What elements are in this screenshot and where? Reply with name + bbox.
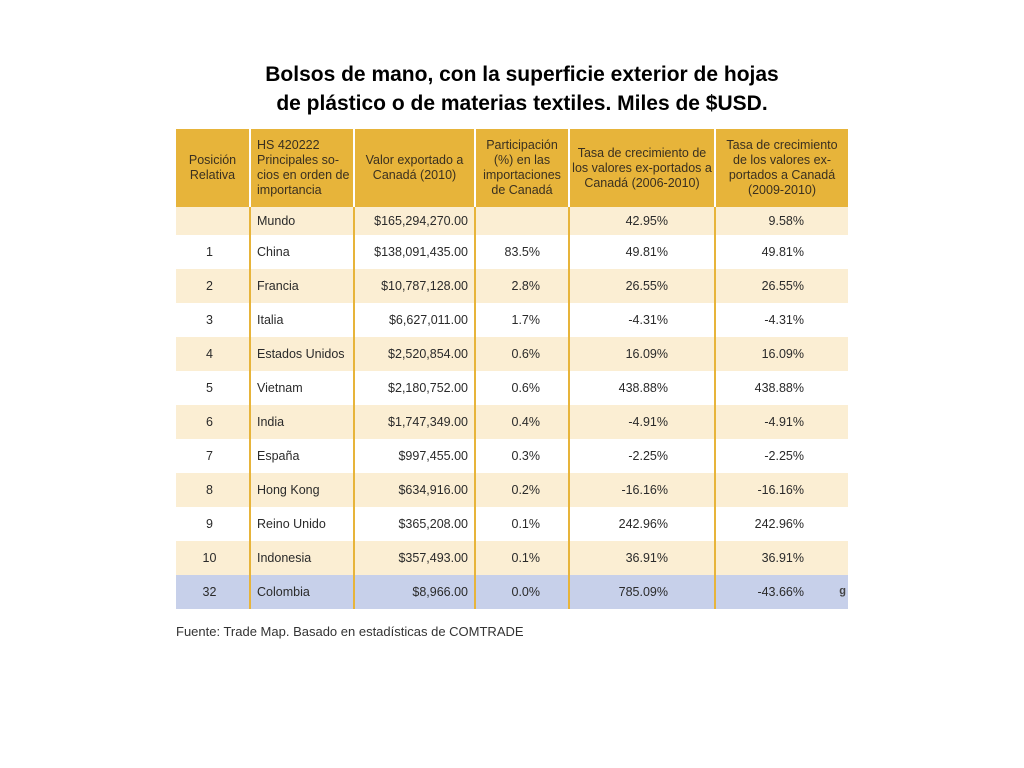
- cell-country: Vietnam: [250, 371, 354, 405]
- cell-position: 6: [176, 405, 250, 439]
- cell-growth-2006-2010: 242.96%: [569, 507, 715, 541]
- cell-country: Reino Unido: [250, 507, 354, 541]
- cell-growth-2006-2010: -4.31%: [569, 303, 715, 337]
- cell-country: Hong Kong: [250, 473, 354, 507]
- cell-value: $138,091,435.00: [354, 235, 475, 269]
- table-row: [176, 235, 848, 269]
- cell-country: China: [250, 235, 354, 269]
- table-row: [176, 337, 848, 371]
- table-row: [176, 371, 848, 405]
- cell-share: 0.3%: [475, 439, 569, 473]
- cell-growth-2006-2010: 785.09%: [569, 575, 715, 609]
- cell-position: 4: [176, 337, 250, 371]
- cell-position: 8: [176, 473, 250, 507]
- header-growth-2006-2010: Tasa de crecimiento de los valores ex-portados a Canadá (2006-2010): [569, 129, 715, 207]
- cell-share: 0.0%: [475, 575, 569, 609]
- page-title: [200, 60, 844, 118]
- cell-position: 3: [176, 303, 250, 337]
- cell-share: [475, 207, 569, 235]
- cell-growth-2009-2010: -4.31%: [715, 303, 848, 337]
- cell-position: 7: [176, 439, 250, 473]
- cell-value: $2,180,752.00: [354, 371, 475, 405]
- table-row: [176, 507, 848, 541]
- cell-position: 1: [176, 235, 250, 269]
- cell-country: Indonesia: [250, 541, 354, 575]
- cell-country: Colombia: [250, 575, 354, 609]
- cell-growth-2006-2010: 16.09%: [569, 337, 715, 371]
- cell-growth-2009-2010: 242.96%: [715, 507, 848, 541]
- cell-value: $1,747,349.00: [354, 405, 475, 439]
- cell-country: Mundo: [250, 207, 354, 235]
- cell-growth-2006-2010: 42.95%: [569, 207, 715, 235]
- cell-value: $634,916.00: [354, 473, 475, 507]
- data-table: [176, 129, 848, 609]
- cell-growth-2009-2010: 36.91%: [715, 541, 848, 575]
- cell-growth-2006-2010: 36.91%: [569, 541, 715, 575]
- cell-share: 0.6%: [475, 371, 569, 405]
- cell-value: $357,493.00: [354, 541, 475, 575]
- cell-growth-2006-2010: 438.88%: [569, 371, 715, 405]
- table-row: [176, 439, 848, 473]
- cell-growth-2006-2010: -2.25%: [569, 439, 715, 473]
- cell-growth-2009-2010: -4.91%: [715, 405, 848, 439]
- header-position: Posición Relativa: [176, 129, 250, 207]
- cell-share: 0.2%: [475, 473, 569, 507]
- cell-growth-2009-2010: -16.16%: [715, 473, 848, 507]
- cell-share: 83.5%: [475, 235, 569, 269]
- cell-growth-2009-2010: 16.09%: [715, 337, 848, 371]
- cell-share: 0.4%: [475, 405, 569, 439]
- cell-growth-2006-2010: 26.55%: [569, 269, 715, 303]
- header-value: Valor exportado a Canadá (2010): [354, 129, 475, 207]
- cell-position: 32: [176, 575, 250, 609]
- cell-growth-2006-2010: 49.81%: [569, 235, 715, 269]
- cell-growth-2009-2010: 26.55%: [715, 269, 848, 303]
- cell-country: India: [250, 405, 354, 439]
- cell-position: 9: [176, 507, 250, 541]
- corner-mark: g: [839, 585, 846, 597]
- table-row: [176, 269, 848, 303]
- cell-growth-2006-2010: -4.91%: [569, 405, 715, 439]
- cell-country: Francia: [250, 269, 354, 303]
- source-note: Fuente: Trade Map. Basado en estadísticas de COMTRADE: [176, 624, 524, 639]
- title-line-2: de plástico o de materias textiles. Miles de $USD.: [276, 92, 768, 115]
- cell-value: $997,455.00: [354, 439, 475, 473]
- title-line-1: Bolsos de mano, con la superficie exterior de hojas: [265, 63, 779, 86]
- cell-position: [176, 207, 250, 235]
- cell-share: 0.1%: [475, 541, 569, 575]
- table-row: [176, 473, 848, 507]
- table-container: [176, 129, 848, 609]
- table-row: [176, 207, 848, 235]
- header-growth-2009-2010: Tasa de crecimiento de los valores ex-portados a Canadá (2009-2010): [715, 129, 848, 207]
- header-partner: HS 420222 Principales so-cios en orden de importancia: [250, 129, 354, 207]
- cell-growth-2006-2010: -16.16%: [569, 473, 715, 507]
- cell-value: $365,208.00: [354, 507, 475, 541]
- cell-country: Italia: [250, 303, 354, 337]
- cell-position: 5: [176, 371, 250, 405]
- cell-growth-2009-2010: -2.25%: [715, 439, 848, 473]
- cell-value: $6,627,011.00: [354, 303, 475, 337]
- cell-position: 2: [176, 269, 250, 303]
- cell-country: Estados Unidos: [250, 337, 354, 371]
- cell-growth-2009-2010-value: -43.66%: [757, 585, 804, 599]
- cell-share: 1.7%: [475, 303, 569, 337]
- cell-value: $10,787,128.00: [354, 269, 475, 303]
- cell-position: 10: [176, 541, 250, 575]
- table-row-highlight: [176, 575, 848, 609]
- header-share: Participación (%) en las importaciones de Canadá: [475, 129, 569, 207]
- table-row: [176, 541, 848, 575]
- cell-value: $8,966.00: [354, 575, 475, 609]
- cell-share: 0.1%: [475, 507, 569, 541]
- cell-country: España: [250, 439, 354, 473]
- cell-value: $2,520,854.00: [354, 337, 475, 371]
- table-row: [176, 303, 848, 337]
- table-row: [176, 405, 848, 439]
- table-header-row: [176, 129, 848, 207]
- cell-value: $165,294,270.00: [354, 207, 475, 235]
- cell-growth-2009-2010: 49.81%: [715, 235, 848, 269]
- cell-growth-2009-2010: 9.58%: [715, 207, 848, 235]
- cell-share: 0.6%: [475, 337, 569, 371]
- cell-share: 2.8%: [475, 269, 569, 303]
- cell-growth-2009-2010: 438.88%: [715, 371, 848, 405]
- cell-growth-2009-2010: [715, 575, 848, 609]
